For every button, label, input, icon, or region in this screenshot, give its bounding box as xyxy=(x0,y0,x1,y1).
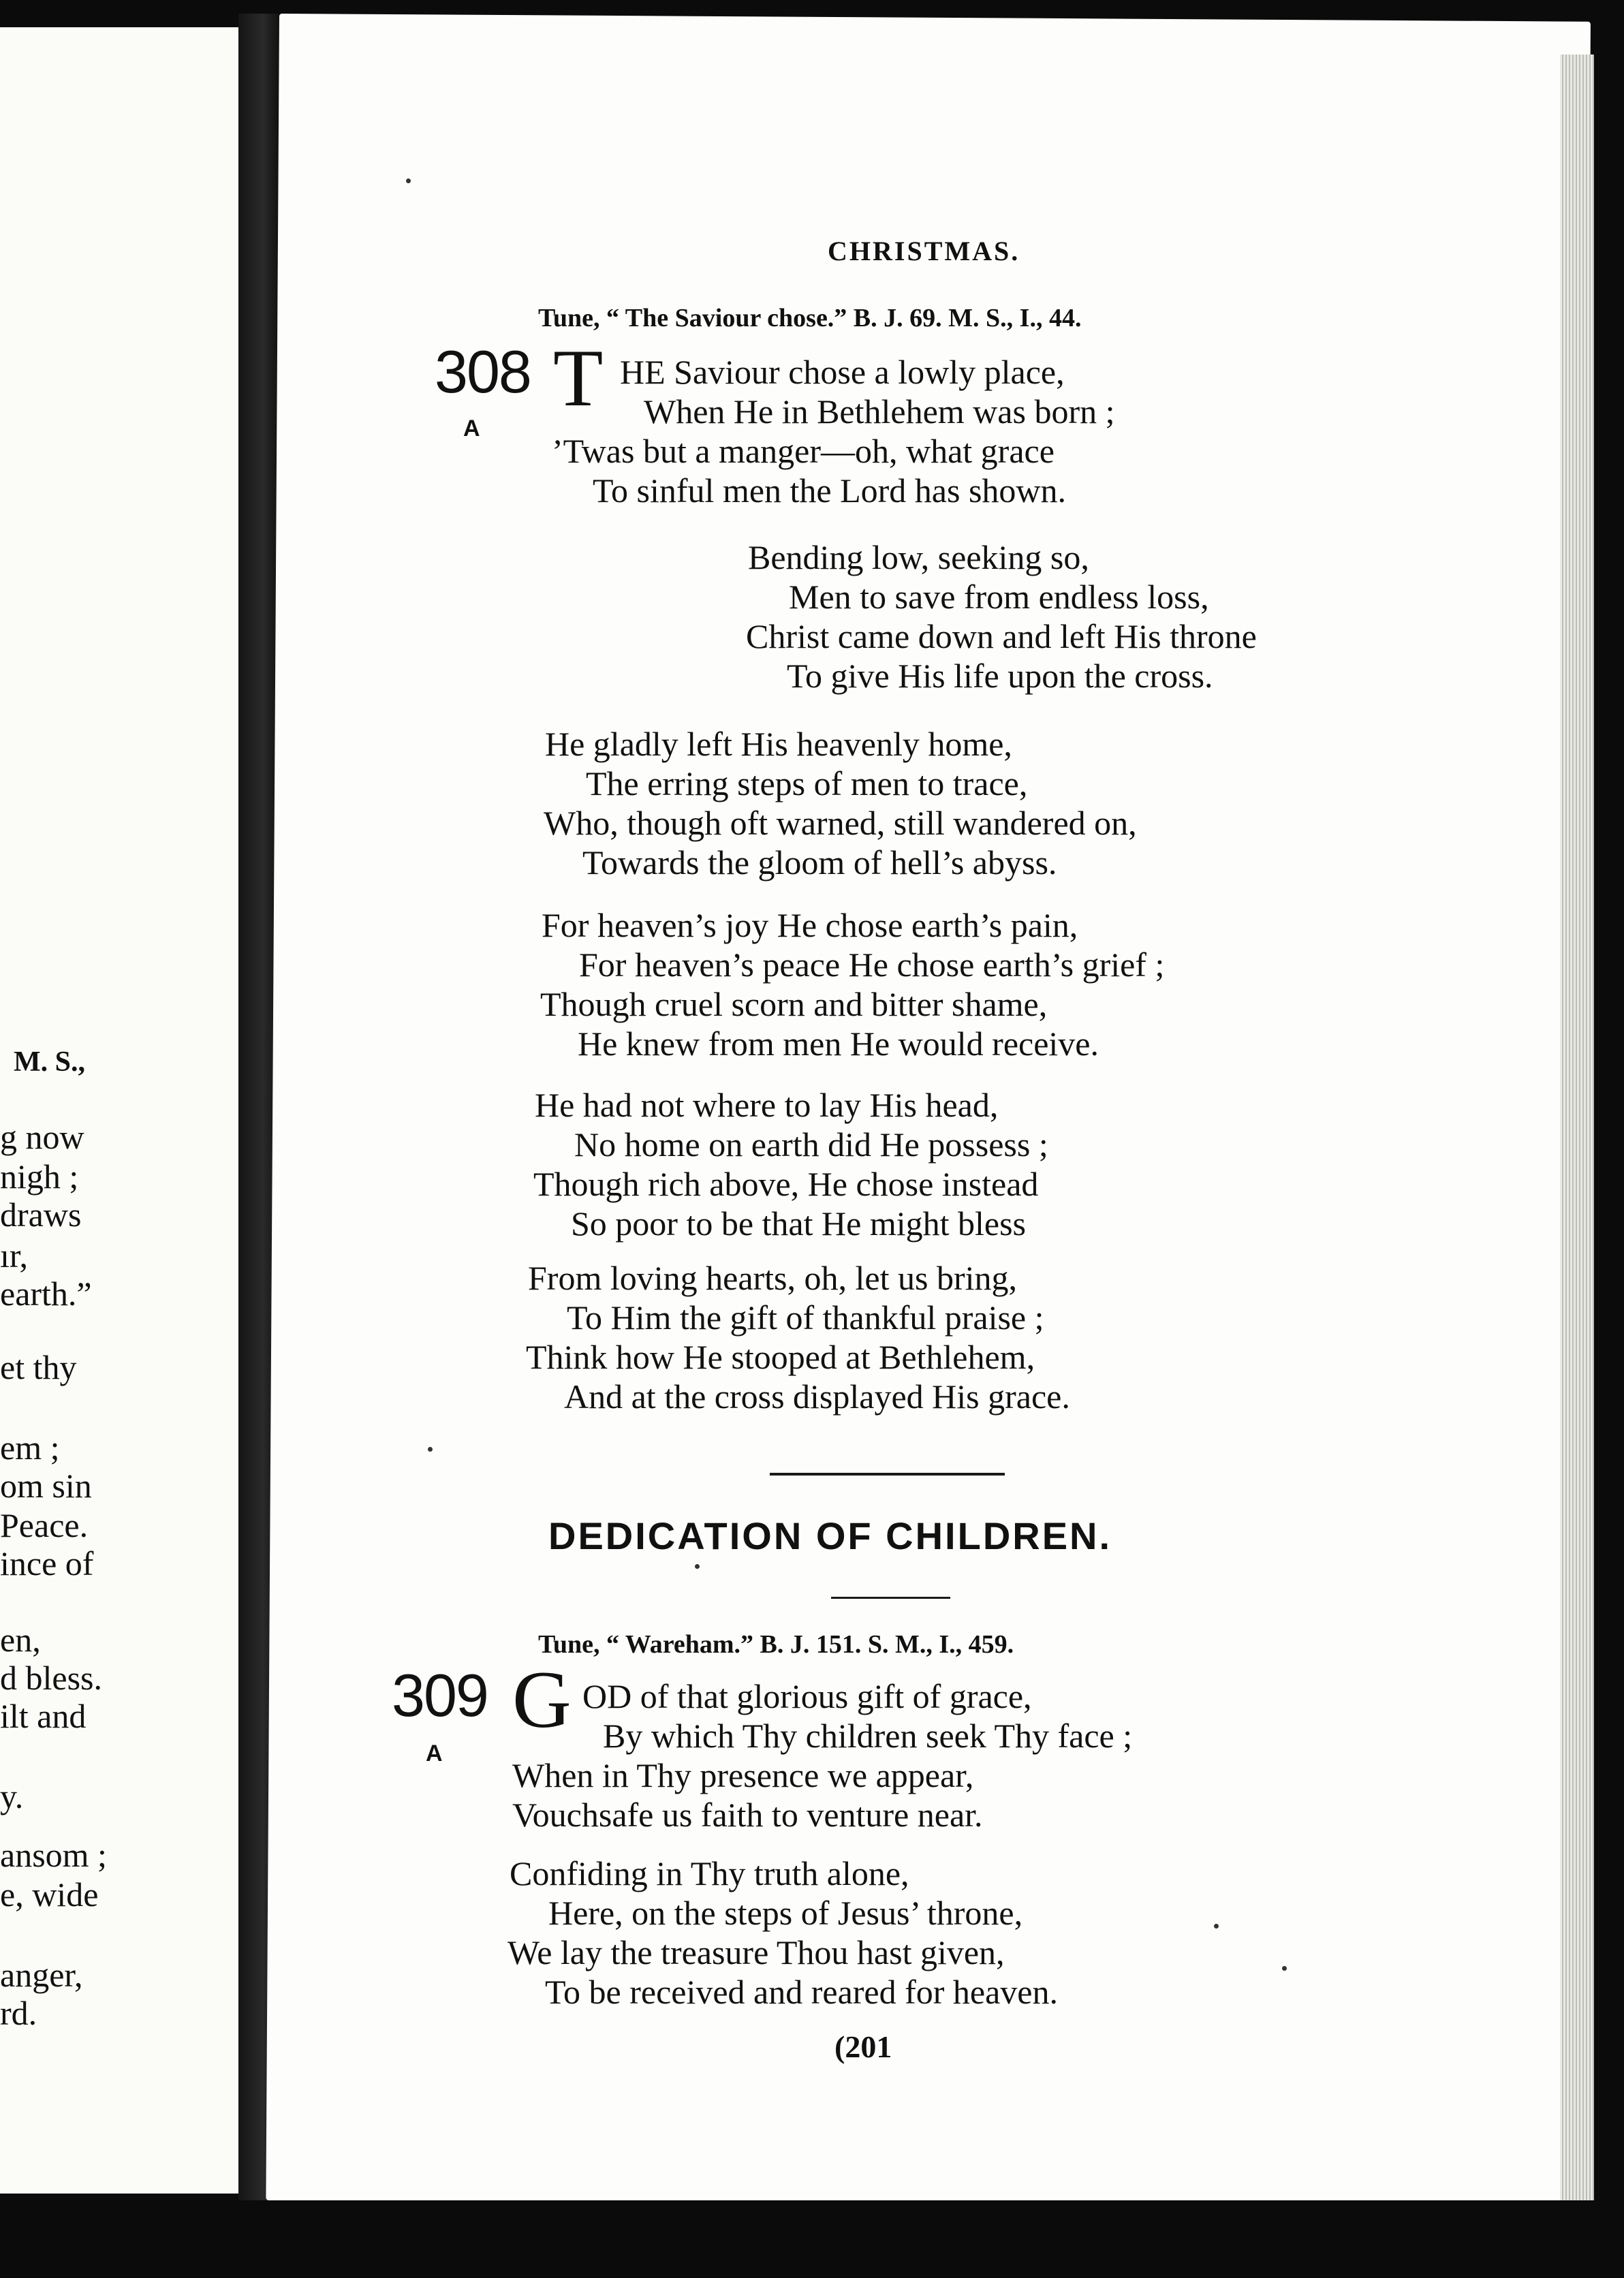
verse-line: No home on earth did He possess ; xyxy=(574,1125,1048,1164)
verse-line: When He in Bethlehem was born ; xyxy=(644,392,1115,431)
verse-line: OD of that glorious gift of grace, xyxy=(582,1677,1032,1715)
left-fragment-line: y. xyxy=(0,1777,24,1815)
left-fragment-line: ince of xyxy=(0,1544,94,1582)
refrain-line: Bending low, seeking so, xyxy=(748,538,1089,576)
verse-line: Think how He stooped at Bethlehem, xyxy=(526,1338,1035,1376)
verse-line: The erring steps of men to trace, xyxy=(586,764,1028,802)
left-fragment-line: M. S., xyxy=(14,1046,85,1078)
left-fragment-line: d bless. xyxy=(0,1659,102,1697)
section-heading: DEDICATION OF CHILDREN. xyxy=(548,1514,1112,1557)
left-fragment-line: e, wide xyxy=(0,1875,99,1914)
verse-line: So poor to be that He might bless xyxy=(571,1204,1026,1243)
verse-line: HE Saviour chose a lowly place, xyxy=(620,353,1065,391)
left-fragment-line: rd. xyxy=(0,1994,37,2032)
verse-line: He had not where to lay His head, xyxy=(535,1086,999,1124)
left-fragment-line: Peace. xyxy=(0,1506,89,1544)
left-fragment-line: em ; xyxy=(0,1429,60,1467)
verse-line: By which Thy children seek Thy face ; xyxy=(603,1717,1133,1755)
hymn-number: 309 xyxy=(392,1661,488,1729)
scan-speck xyxy=(695,1564,700,1569)
scan-speck xyxy=(1282,1966,1287,1971)
scan-speck xyxy=(428,1447,433,1452)
verse-line: Confiding in Thy truth alone, xyxy=(510,1854,909,1892)
refrain-line: To give His life upon the cross. xyxy=(787,657,1213,695)
verse-line: Though cruel scorn and bitter shame, xyxy=(540,985,1048,1023)
section-title: CHRISTMAS. xyxy=(828,236,1020,266)
verse-line: Vouchsafe us faith to venture near. xyxy=(512,1796,983,1834)
scan-speck xyxy=(406,178,411,183)
section-rule xyxy=(770,1473,1005,1476)
drop-capital: G xyxy=(512,1654,572,1745)
tune-line: Tune, “ The Saviour chose.” B. J. 69. M. S., I., 44. xyxy=(538,304,1082,332)
verse-line: Here, on the steps of Jesus’ throne, xyxy=(548,1894,1023,1932)
verse-line: Towards the gloom of hell’s abyss. xyxy=(582,843,1057,881)
verse-line: From loving hearts, oh, let us bring, xyxy=(528,1259,1017,1297)
verse-line: When in Thy presence we appear, xyxy=(512,1756,974,1794)
verse-line: And at the cross displayed His grace. xyxy=(564,1377,1070,1416)
verse-line: He gladly left His heavenly home, xyxy=(545,725,1012,763)
left-fragment-line: en, xyxy=(0,1621,41,1659)
left-fragment-line: ır, xyxy=(0,1236,29,1275)
verse-line: For heaven’s joy He chose earth’s pain, xyxy=(542,906,1078,944)
left-fragment-line: g now xyxy=(0,1118,84,1156)
verse-line: Though rich above, He chose instead xyxy=(533,1165,1039,1203)
verse-line: To be received and reared for heaven. xyxy=(545,1973,1059,2011)
verse-line: To sinful men the Lord has shown. xyxy=(593,471,1067,510)
verse-line: We lay the treasure Thou hast given, xyxy=(507,1933,1005,1971)
left-fragment-line: nigh ; xyxy=(0,1157,79,1196)
verse-line: Who, though oft warned, still wandered on, xyxy=(544,804,1137,842)
verse-line: To Him the gift of thankful praise ; xyxy=(567,1298,1044,1337)
verse-line: For heaven’s peace He chose earth’s grief ; xyxy=(579,946,1165,984)
page-number: (201 xyxy=(834,2029,892,2064)
hymn-mark: A xyxy=(463,416,480,441)
left-fragment-line: et thy xyxy=(0,1348,77,1386)
scan-speck xyxy=(1214,1924,1219,1929)
left-fragment-line: earth.” xyxy=(0,1275,92,1313)
refrain-line: Men to save from endless loss, xyxy=(789,578,1209,616)
left-fragment-line: draws xyxy=(0,1196,82,1234)
left-fragment-line: ansom ; xyxy=(0,1836,107,1874)
hymn-mark: A xyxy=(426,1741,443,1766)
heading-rule xyxy=(831,1597,950,1599)
left-fragment-line: ilt and xyxy=(0,1697,87,1735)
tune-line: Tune, “ Wareham.” B. J. 151. S. M., I., 459. xyxy=(538,1630,1014,1659)
verse-line: ’Twas but a manger—oh, what grace xyxy=(552,432,1055,470)
refrain-line: Christ came down and left His throne xyxy=(746,617,1257,655)
left-fragment-line: anger, xyxy=(0,1956,83,1994)
hymn-number: 308 xyxy=(435,338,531,405)
drop-capital: T xyxy=(553,332,604,423)
verse-line: He knew from men He would receive. xyxy=(578,1025,1099,1063)
left-fragment-line: om sin xyxy=(0,1467,92,1505)
